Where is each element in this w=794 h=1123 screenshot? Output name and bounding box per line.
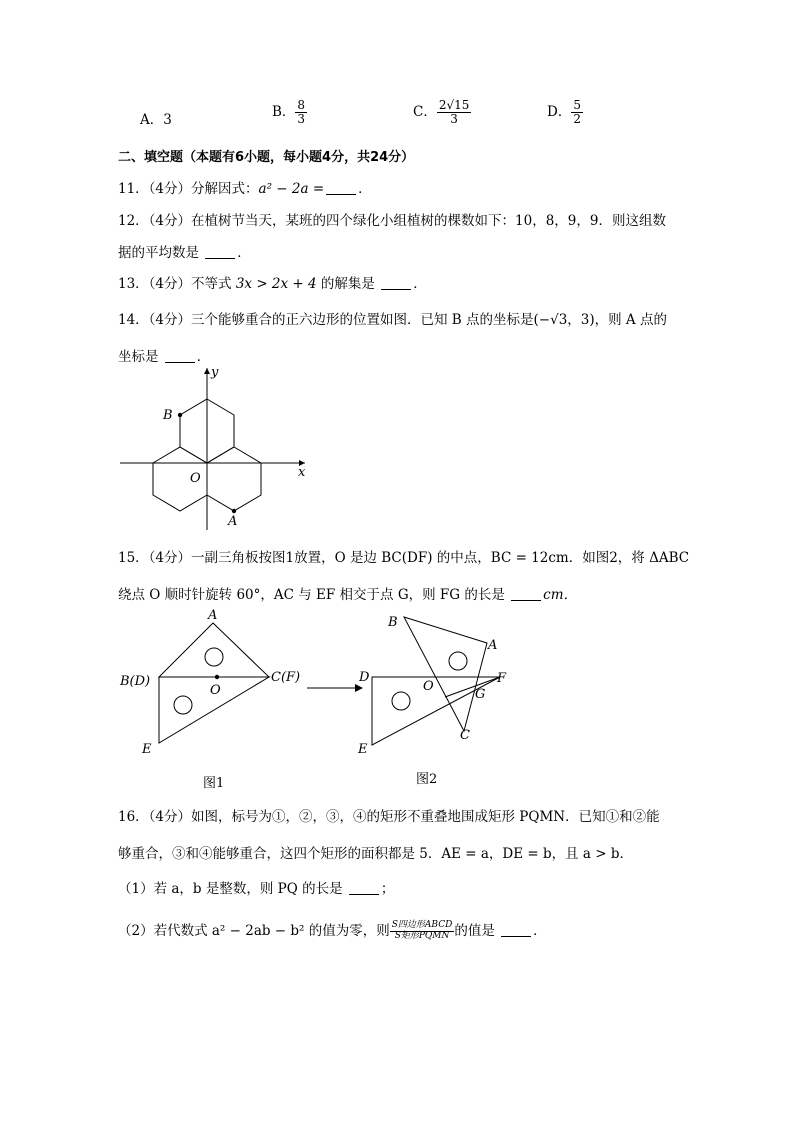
q15-unit: cm．	[543, 587, 578, 603]
q16-part2-blank	[501, 935, 531, 937]
triangle-hole-top	[449, 652, 467, 670]
q16-part1-text: （1）若 a，b 是整数，则 PQ 的长是	[118, 881, 343, 897]
figure-caption-2: 图2	[416, 772, 438, 787]
point-a	[232, 509, 236, 513]
question-11	[118, 177, 372, 197]
line-fg	[445, 677, 500, 697]
triangle-figure-1	[115, 605, 305, 795]
q13-expression: 3x > 2x + 4	[235, 276, 317, 292]
q13-answer-blank	[381, 288, 411, 290]
label-o: O	[210, 683, 221, 698]
label-bd: B(D)	[120, 674, 151, 689]
q13-lead: 13．（4分）不等式	[118, 276, 232, 292]
q16-fraction-denominator: S矩形PQMN	[394, 931, 450, 941]
q16-part1-blank	[349, 893, 379, 895]
question-16-line2: 够重合，③和④能够重合，这四个矩形的面积都是 5．AE = a，DE = b，且 a > b．	[118, 846, 634, 862]
label-o: O	[190, 471, 201, 486]
label-y: y	[211, 365, 219, 380]
q15-line2-text: 绕点 O 顺时针旋转 60°，AC 与 EF 相交于点 G，则 FG 的长是	[118, 587, 505, 603]
q13-end: ．	[413, 276, 427, 292]
label-a: A	[488, 638, 498, 653]
triangle-hole-bottom	[392, 692, 410, 710]
label-e: E	[142, 742, 152, 757]
triangle-hole-top	[205, 648, 223, 666]
point-o	[215, 675, 219, 679]
q10-option-a: A．3	[140, 112, 172, 128]
option-b-prefix: B．	[272, 104, 296, 121]
hexagon-right	[207, 447, 261, 511]
q15-answer-blank	[511, 599, 541, 601]
point-b	[178, 413, 182, 417]
label-g: G	[475, 687, 486, 702]
q13-mid: 的解集是	[320, 276, 375, 292]
label-f: F	[497, 671, 507, 686]
hexagon-figure	[115, 362, 315, 537]
option-d-denominator: 2	[573, 112, 581, 127]
q14-end: ．	[196, 349, 211, 365]
option-c-prefix: C．	[413, 104, 437, 121]
option-c-numerator: 2√15	[438, 98, 470, 112]
triangle-hole-bottom	[174, 696, 192, 714]
q16-part1-end: ；	[380, 881, 395, 897]
label-d: D	[359, 670, 370, 685]
q12-end: ．	[237, 245, 251, 261]
question-13	[118, 272, 427, 292]
triangle-abc	[159, 623, 269, 677]
triangle-abc-rotated	[404, 617, 487, 731]
q11-lead: 11．（4分）分解因式：	[118, 181, 259, 197]
option-d-prefix: D．	[547, 104, 572, 121]
label-c: C	[460, 728, 470, 743]
question-16-part2	[118, 919, 547, 942]
label-b: B	[388, 615, 398, 630]
q12-answer-blank	[205, 257, 235, 259]
label-b: B	[163, 408, 173, 423]
q11-answer-blank	[326, 193, 356, 195]
label-e: E	[358, 742, 368, 757]
question-16-line1: 16．（4分）如图，标号为①，②，③，④的矩形不重叠地围成矩形 PQMN．已知①和②能	[118, 809, 660, 825]
label-a: A	[208, 608, 218, 623]
section-title: 二、填空题（本题有6小题，每小题4分，共24分）	[118, 150, 415, 165]
q10-option-b	[272, 99, 307, 126]
q14-line2-text: 坐标是	[118, 349, 159, 365]
q12-line2-text: 据的平均数是	[118, 245, 199, 261]
q10-option-d	[547, 99, 583, 126]
label-x: x	[298, 465, 306, 480]
question-12-line2	[118, 241, 251, 261]
q10-option-c	[413, 99, 471, 126]
option-b-numerator: 8	[297, 98, 306, 112]
q16-fraction-numerator: S四边形ABCD	[391, 920, 453, 931]
q16-part2-end: ．	[533, 923, 547, 939]
figure-caption-1: 图1	[203, 776, 225, 791]
q16-part2-mid: 的值是	[454, 923, 495, 939]
question-16-part1	[118, 877, 394, 897]
label-cf: C(F)	[271, 670, 301, 685]
option-d-numerator: 5	[573, 98, 581, 112]
question-15-line1: 15．（4分）一副三角板按图1放置，O 是边 BC(DF) 的中点，BC = 12cm．如图2，将 ΔABC	[118, 550, 690, 566]
option-c-denominator: 3	[450, 112, 458, 127]
option-b-denominator: 3	[297, 112, 306, 127]
q11-end: ．	[358, 181, 372, 197]
label-a: A	[228, 514, 238, 529]
q11-expression: a² − 2a =	[258, 181, 325, 197]
q16-part2-text: （2）若代数式 a² − 2ab − b² 的值为零，则	[118, 923, 390, 939]
triangle-figure-2	[355, 605, 530, 795]
label-o: O	[423, 679, 434, 694]
question-12-line1: 12．（4分）在植树节当天，某班的四个绿化小组植树的棵数如下：10，8，9，9．则这组数	[118, 213, 666, 229]
question-15-line2	[118, 583, 577, 603]
question-14-line1: 14．（4分）三个能够重合的正六边形的位置如图．已知 B 点的坐标是(−√3，3)，则 A 点的	[118, 312, 667, 328]
